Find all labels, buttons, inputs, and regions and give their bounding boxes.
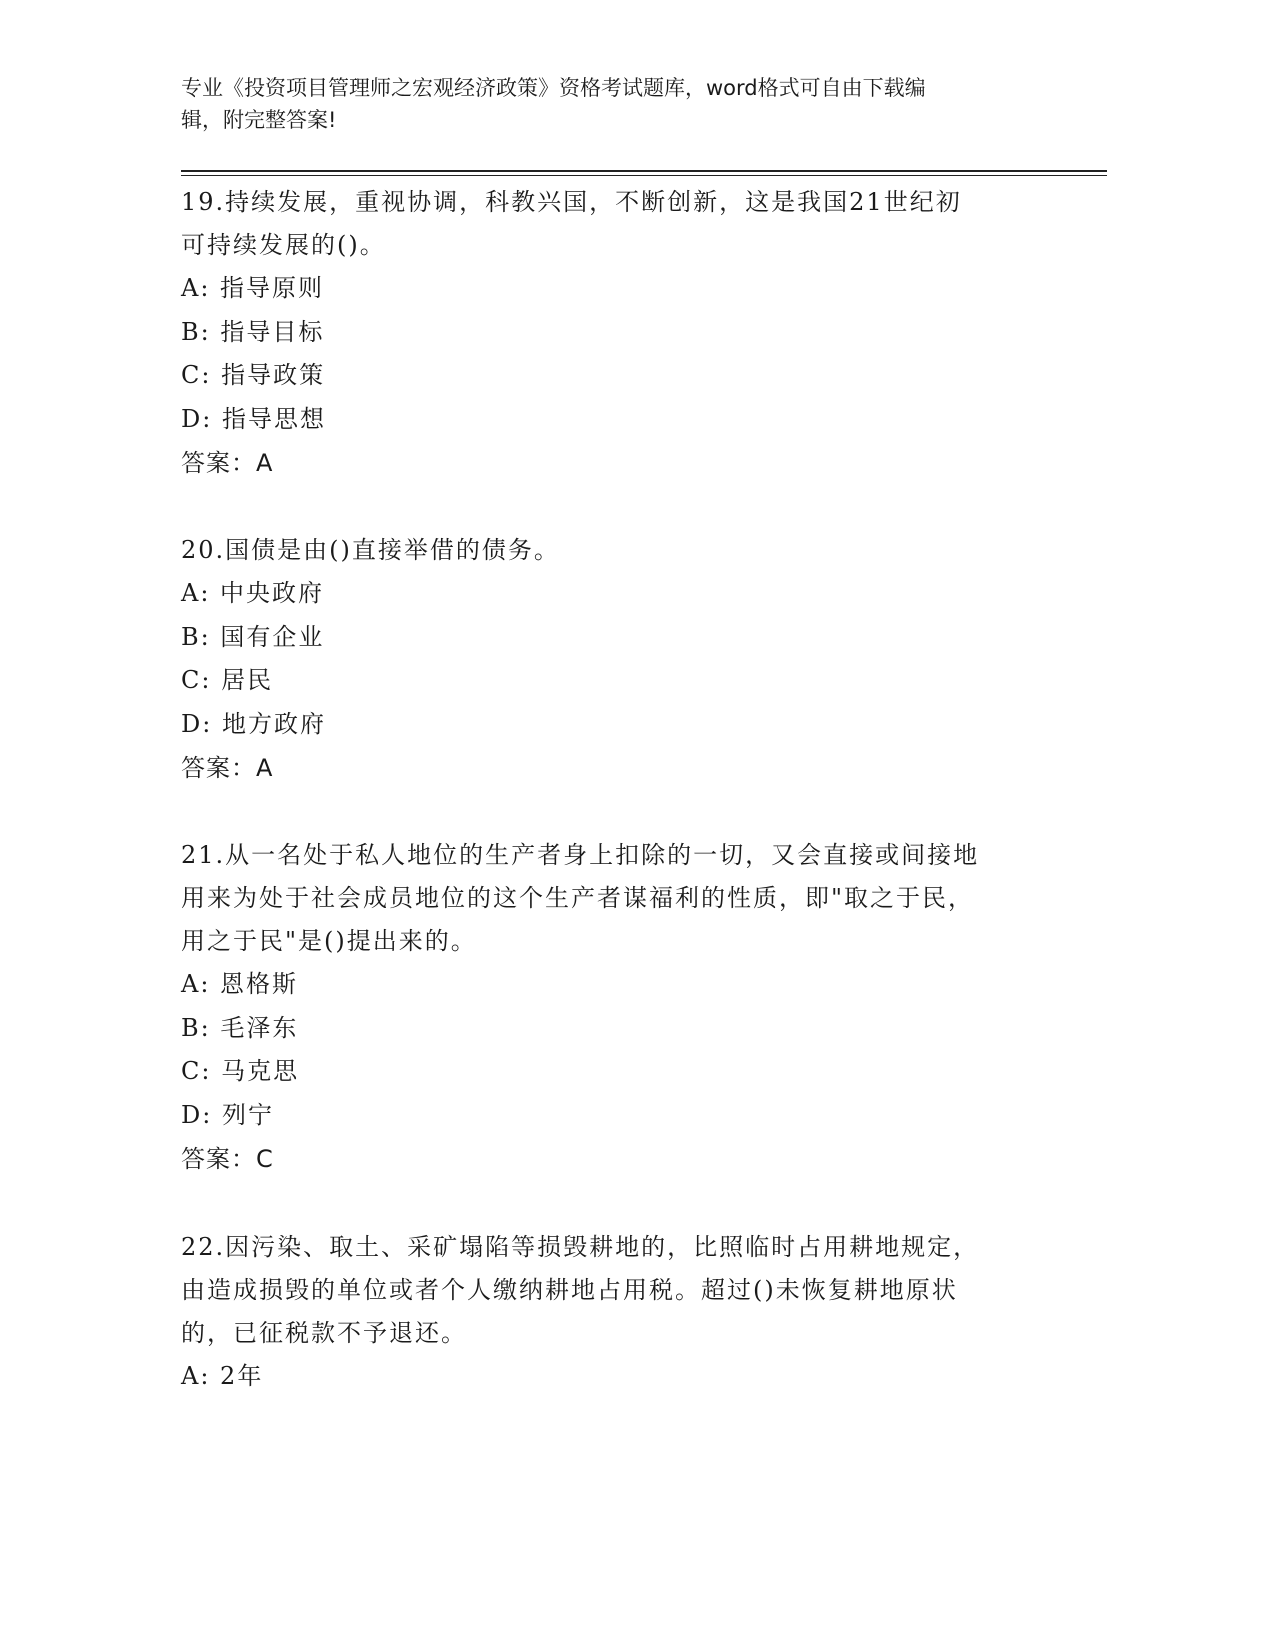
header-divider-thin bbox=[181, 175, 1107, 176]
option-c: C: 马克思 bbox=[181, 1057, 300, 1085]
header-line-1: 专业《投资项目管理师之宏观经济政策》资格考试题库，word格式可自由下载编 bbox=[181, 76, 926, 100]
option-a: A: 指导原则 bbox=[181, 274, 325, 302]
option-d: D: 指导思想 bbox=[181, 404, 326, 433]
option-b: B: 毛泽东 bbox=[181, 1013, 299, 1042]
option-c: C: 居民 bbox=[181, 666, 274, 694]
answer: 答案：C bbox=[181, 1145, 274, 1173]
question-stem-line: 的，已征税款不予退还。 bbox=[181, 1319, 467, 1347]
option-d: D: 列宁 bbox=[181, 1100, 274, 1129]
question-stem-line: 19.持续发展，重视协调，科教兴国，不断创新，这是我国21世纪初 bbox=[181, 188, 962, 216]
question-stem-line: 可持续发展的()。 bbox=[181, 231, 386, 259]
question-19 bbox=[181, 181, 1061, 485]
header-divider-thick bbox=[181, 170, 1107, 172]
answer: 答案：A bbox=[181, 754, 274, 782]
option-b: B: 指导目标 bbox=[181, 317, 325, 346]
option-a: A: 中央政府 bbox=[181, 579, 325, 607]
question-stem-line: 22.因污染、取土、采矿塌陷等损毁耕地的，比照临时占用耕地规定， bbox=[181, 1233, 980, 1261]
header-line-2: 辑，附完整答案! bbox=[181, 108, 337, 132]
question-22 bbox=[181, 1226, 1061, 1399]
question-stem-line: 用之于民"是()提出来的。 bbox=[181, 927, 477, 955]
question-21 bbox=[181, 834, 1061, 1181]
question-stem-line: 20.国债是由()直接举借的债务。 bbox=[181, 536, 560, 564]
option-a: A: 2年 bbox=[181, 1362, 264, 1390]
question-stem-line: 用来为处于社会成员地位的这个生产者谋福利的性质，即"取之于民， bbox=[181, 884, 975, 912]
option-b: B: 国有企业 bbox=[181, 622, 325, 651]
option-d: D: 地方政府 bbox=[181, 709, 326, 738]
option-a: A: 恩格斯 bbox=[181, 970, 299, 998]
option-c: C: 指导政策 bbox=[181, 361, 326, 389]
question-stem-line: 由造成损毁的单位或者个人缴纳耕地占用税。超过()未恢复耕地原状 bbox=[181, 1276, 958, 1304]
answer: 答案：A bbox=[181, 449, 274, 477]
question-stem-line: 21.从一名处于私人地位的生产者身上扣除的一切，又会直接或间接地 bbox=[181, 841, 980, 869]
document-header bbox=[181, 72, 1031, 136]
question-20 bbox=[181, 529, 1061, 790]
